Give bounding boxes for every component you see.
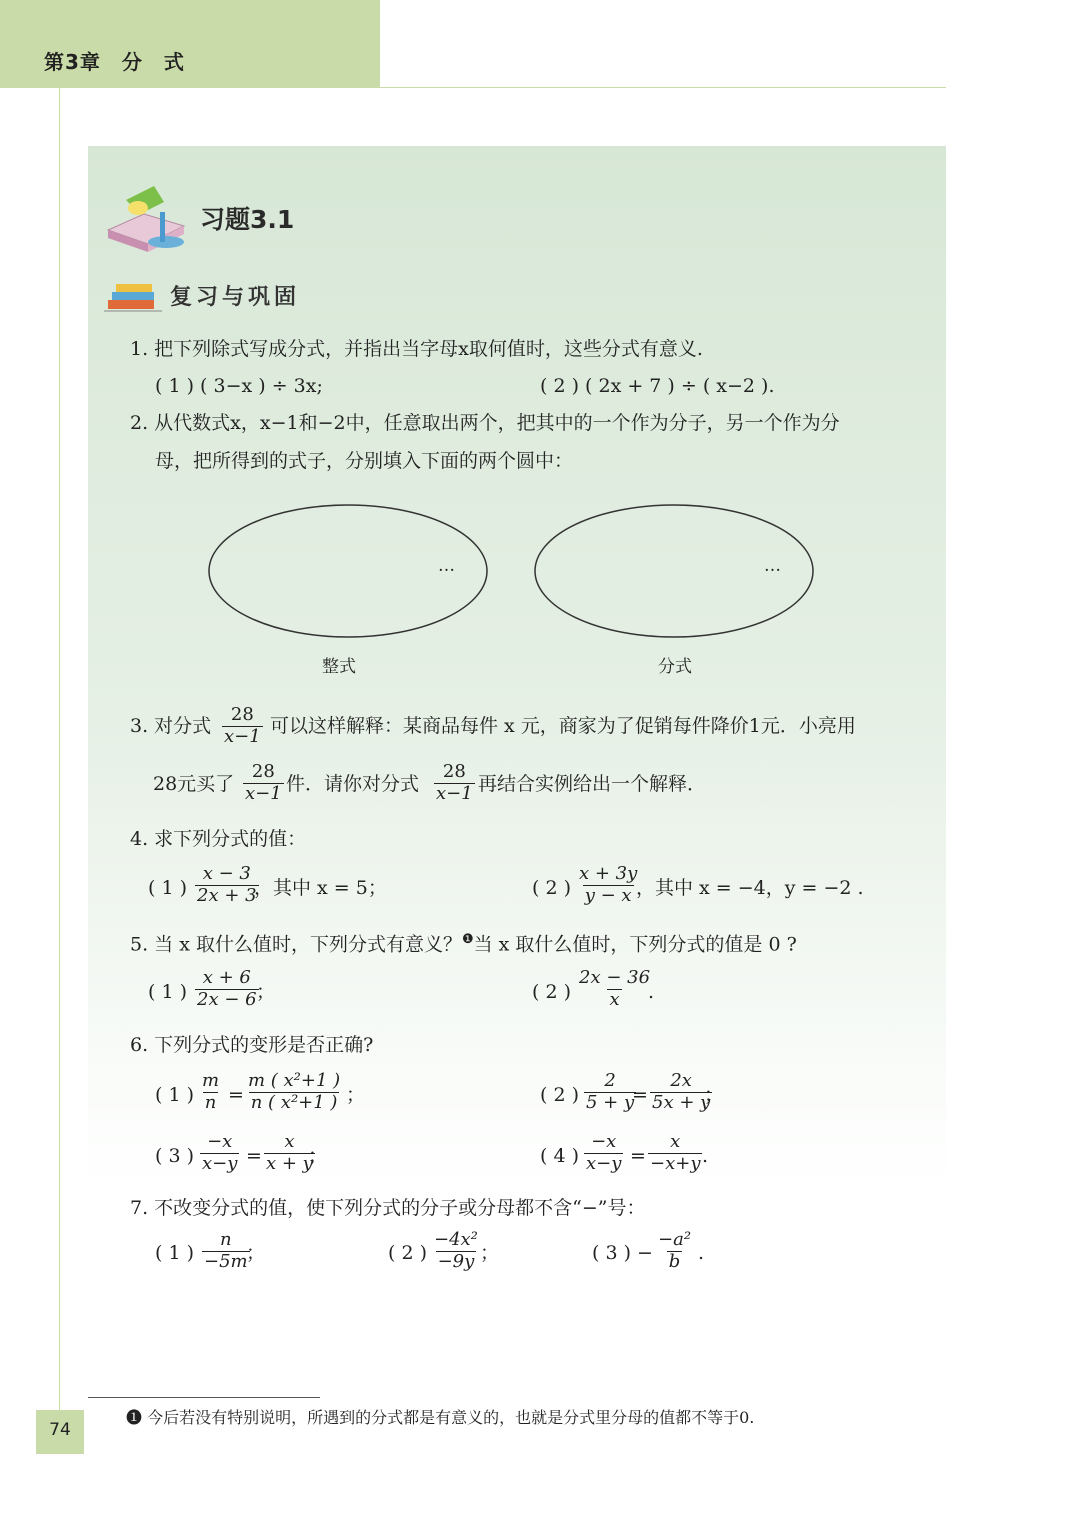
fraction-denominator: −9y [437, 1250, 475, 1272]
fraction-denominator: 2x − 6 [197, 988, 257, 1010]
problem-4-a-fraction [195, 864, 259, 906]
problem-6-2-label: ( 2 ) [540, 1084, 579, 1106]
problem-4-a-condition: ，其中 x = 5； [254, 877, 387, 899]
problem-4-b-fraction [577, 864, 639, 906]
fraction-28-over-x-minus-1 [222, 705, 263, 747]
problem-6-4-end: . [702, 1145, 709, 1167]
problem-4-b-label: ( 2 ) [532, 877, 571, 899]
fraction-denominator: x−1 [245, 782, 282, 804]
problem-5-b-fraction [577, 967, 655, 1010]
lamp-book-icon [104, 178, 190, 258]
fraction-numerator: 28 [442, 761, 466, 782]
page-number: 74 [49, 1420, 71, 1440]
fraction-denominator: −5m [204, 1250, 248, 1272]
books-icon [104, 280, 164, 314]
problem-4-text: 4. 求下列分式的值： [130, 828, 307, 850]
equals-sign: = [632, 1084, 648, 1106]
review-subtitle: 复习与巩固 [170, 285, 301, 310]
fraction-numerator: x [670, 1131, 681, 1152]
fraction-numerator: −a² [658, 1229, 692, 1250]
problem-6-1-end: ； [346, 1084, 366, 1106]
problem-7-1-fraction [202, 1230, 250, 1272]
equals-sign: = [630, 1145, 646, 1167]
fraction-denominator: x + y [266, 1152, 313, 1174]
problem-3-part-e: 再结合实例给出一个解释． [478, 773, 707, 795]
problem-3-part-d: 件．请你对分式 [286, 773, 420, 795]
fraction-numerator: 28 [230, 704, 254, 725]
fraction-denominator: x−y [202, 1152, 238, 1174]
problem-7-text: 7. 不改变分式的值，使下列分式的分子或分母都不含“−”号： [130, 1197, 646, 1219]
fraction-numerator: −4x² [434, 1229, 478, 1250]
problem-1-text: 1. 把下列除式写成分式，并指出当字母x取何值时，这些分式有意义. [130, 338, 703, 360]
chapter-title: 第3章 分 式 [44, 50, 185, 74]
fraction-numerator: x + 6 [202, 967, 251, 988]
margin-rule [59, 88, 60, 1454]
problem-7-1-label: ( 1 ) [155, 1242, 194, 1264]
problem-6-2-left-fraction [584, 1071, 636, 1113]
problem-6-text: 6. 下列分式的变形是否正确? [130, 1034, 374, 1056]
fraction-28-over-x-minus-1 [434, 762, 475, 804]
problem-6-2-end: ； [704, 1084, 724, 1106]
header-rule [380, 87, 946, 88]
problem-7-2-label: ( 2 ) [388, 1242, 427, 1264]
fraction-denominator: n ( x²+1 ) [250, 1091, 338, 1113]
fraction-numerator: x [284, 1131, 295, 1152]
fraction-numerator: −x [207, 1131, 233, 1152]
footnote-marker: ❶ [461, 932, 474, 947]
problem-6-4-label: ( 4 ) [540, 1145, 579, 1167]
footnote [126, 1405, 754, 1428]
fraction-denominator: 2x + 3 [197, 884, 257, 906]
fraction-numerator: m [202, 1070, 220, 1091]
problem-6-1-left-fraction [200, 1071, 221, 1113]
ellipse-2-dots: … [764, 556, 781, 576]
problem-3-part-b: 可以这样解释：某商品每件 x 元，商家为了促销每件降价1元．小亮用 [270, 715, 856, 737]
ellipse-1-dots: … [438, 556, 455, 576]
problem-7-3-end: . [698, 1242, 705, 1264]
fraction-numerator: n [220, 1229, 232, 1250]
problem-7-3-fraction [656, 1230, 693, 1272]
fraction-label: 分式 [658, 657, 692, 677]
footnote-marker: ❶ [126, 1408, 143, 1427]
problem-4-b-condition: ，其中 x = −4，y = −2 . [636, 877, 864, 899]
problem-6-3-end: ； [308, 1145, 328, 1167]
problem-5-a-label: ( 1 ) [148, 981, 187, 1003]
problem-5-b-label: ( 2 ) [532, 981, 571, 1003]
integer-label: 整式 [322, 657, 356, 677]
fraction-denominator: −x+y [650, 1152, 701, 1174]
problem-2-line1: 2. 从代数式x，x−1和−2中，任意取出两个，把其中的一个作为分子，另一个作为分 [130, 412, 840, 434]
problem-6-4-right-fraction [648, 1132, 702, 1174]
problem-5-a-end: ； [256, 981, 276, 1003]
problem-6-3-left-fraction [200, 1132, 239, 1174]
problem-2-line2: 母，把所得到的式子，分别填入下面的两个圆中： [155, 450, 574, 472]
problem-7-1-end: ； [246, 1242, 266, 1264]
problem-5-text-b: 当 x 取什么值时，下列分式的值是 0 ? [473, 933, 797, 956]
fraction-denominator: x−1 [224, 725, 261, 747]
fraction-denominator: x−y [586, 1152, 622, 1174]
fraction-denominator: b [668, 1250, 681, 1272]
problem-6-1-label: ( 1 ) [155, 1084, 194, 1106]
fraction-numerator: 2x − 36 [579, 967, 651, 988]
fraction-denominator: x [609, 988, 620, 1010]
footnote-rule [88, 1397, 320, 1398]
problem-1-b: ( 2 ) ( 2x + 7 ) ÷ ( x−2 ). [540, 375, 775, 397]
problem-7-2-end: ； [480, 1242, 500, 1264]
problem-6-2-right-fraction [650, 1071, 712, 1113]
equals-sign: = [228, 1084, 244, 1106]
fraction-denominator: 5x + y [652, 1091, 711, 1113]
fraction-numerator: x + 3y [579, 863, 638, 884]
fraction-denominator: 5 + y [586, 1091, 635, 1113]
problem-6-4-left-fraction [584, 1132, 623, 1174]
fraction-numerator: 28 [251, 761, 275, 782]
problem-3-part-a: 3. 对分式 [130, 715, 212, 737]
fraction-28-over-x-minus-1 [243, 762, 284, 804]
problem-5-text-a: 5. 当 x 取什么值时，下列分式有意义？ [130, 933, 462, 956]
fraction-denominator: n [204, 1091, 217, 1113]
problem-5-text [130, 932, 797, 956]
fraction-denominator: y − x [584, 884, 632, 906]
problem-5-b-end: . [648, 981, 655, 1003]
problem-5-a-fraction [195, 968, 259, 1010]
problem-7-2-fraction [432, 1230, 480, 1272]
problem-7-3-label: ( 3 ) − [592, 1242, 653, 1264]
fraction-numerator: 2 [604, 1070, 616, 1091]
fraction-numerator: x − 3 [202, 863, 251, 884]
fraction-numerator: −x [591, 1131, 617, 1152]
fraction-denominator: x−1 [436, 782, 473, 804]
problem-4-a-label: ( 1 ) [148, 877, 187, 899]
footnote-text: 今后若没有特别说明，所遇到的分式都是有意义的，也就是分式里分母的值都不等于0. [147, 1408, 755, 1427]
problem-6-1-right-fraction [246, 1071, 342, 1113]
fraction-numerator: 2x [670, 1070, 692, 1091]
problem-1-a: ( 1 ) ( 3−x ) ÷ 3x; [155, 375, 323, 397]
exercise-title: 习题3.1 [200, 205, 295, 234]
equals-sign: = [246, 1145, 262, 1167]
fraction-numerator: m ( x²+1 ) [248, 1070, 341, 1091]
problem-3-part-c: 28元买了 [153, 773, 235, 795]
problem-6-3-label: ( 3 ) [155, 1145, 194, 1167]
